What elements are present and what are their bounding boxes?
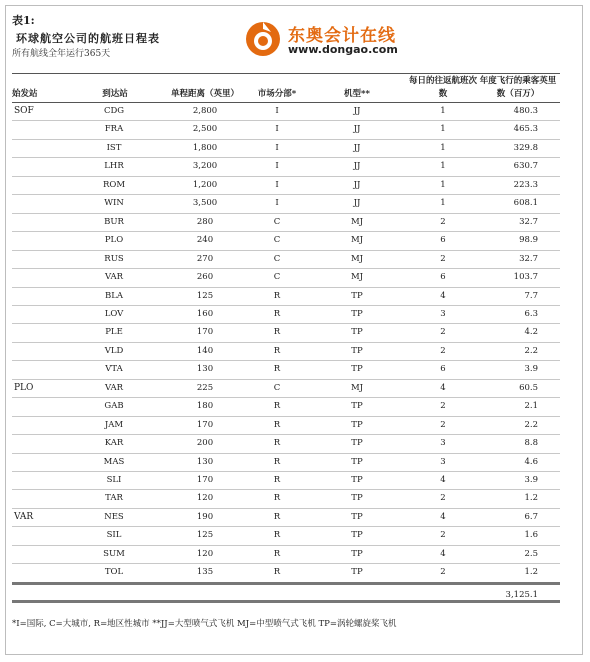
destination-cell: NES: [104, 511, 124, 522]
aircraft-cell: MJ: [350, 382, 364, 393]
market-cell: R: [273, 456, 281, 467]
distance-cell: 190: [196, 511, 214, 522]
passengers-cell: 3.9: [524, 364, 538, 375]
origin-cell: PLO: [14, 382, 34, 393]
market-cell: R: [273, 567, 281, 578]
aircraft-cell: JJ: [353, 142, 361, 153]
market-cell: I: [275, 179, 279, 190]
frequency-cell: 6: [440, 364, 446, 375]
distance-cell: 120: [196, 493, 214, 504]
aircraft-cell: TP: [351, 530, 363, 541]
frequency-cell: 1: [440, 179, 446, 190]
row-rule: [12, 194, 560, 195]
destination-cell: WIN: [104, 198, 124, 209]
distance-cell: 170: [196, 327, 214, 338]
operating-note: 所有航线全年运行365天: [12, 49, 111, 59]
destination-cell: MAS: [103, 456, 125, 467]
logo-name: 东奥会计在线: [288, 26, 396, 46]
distance-cell: 260: [196, 272, 214, 283]
footnote: *I=国际, C=大城市, R=地区性城市 **JJ=大型喷气式飞机 MJ=中型喷气式飞机 TP=涡轮螺旋桨飞机: [12, 619, 397, 629]
distance-cell: 130: [196, 456, 214, 467]
passengers-cell: 1.6: [524, 530, 538, 541]
market-cell: R: [273, 548, 281, 559]
frequency-cell: 2: [440, 327, 446, 338]
col-origin: 始发站: [12, 89, 38, 99]
destination-cell: IST: [106, 142, 122, 153]
aircraft-cell: TP: [351, 419, 363, 430]
distance-cell: 200: [196, 438, 214, 449]
row-rule: [12, 139, 560, 140]
destination-cell: RUS: [104, 253, 124, 264]
market-cell: I: [275, 161, 279, 172]
aircraft-cell: TP: [351, 493, 363, 504]
distance-cell: 2,800: [192, 106, 218, 116]
market-cell: R: [273, 364, 281, 375]
passengers-cell: 60.5: [519, 382, 538, 393]
passengers-cell: 103.7: [513, 272, 538, 283]
distance-cell: 225: [196, 382, 214, 393]
distance-cell: 1,800: [192, 142, 218, 153]
market-cell: R: [273, 401, 281, 412]
passengers-cell: 1.2: [524, 493, 538, 504]
destination-cell: GAB: [104, 401, 124, 412]
total-passengers: 3,125.1: [505, 590, 538, 600]
aircraft-cell: TP: [351, 308, 363, 319]
destination-cell: SLI: [106, 475, 122, 485]
col-distance: 单程距离（英里）: [170, 89, 239, 99]
col-aircraft: 机型**: [344, 89, 370, 99]
aircraft-cell: TP: [351, 364, 363, 375]
aircraft-cell: JJ: [353, 179, 361, 190]
market-cell: R: [273, 438, 281, 449]
row-rule: [12, 213, 560, 214]
aircraft-cell: TP: [351, 401, 363, 412]
destination-cell: BUR: [104, 216, 124, 227]
distance-cell: 1,200: [192, 179, 218, 190]
distance-cell: 270: [196, 253, 214, 264]
destination-cell: ROM: [102, 179, 126, 190]
frequency-cell: 2: [440, 419, 446, 430]
total-rule: [12, 582, 560, 585]
aircraft-cell: MJ: [350, 235, 364, 246]
destination-cell: TAR: [105, 493, 123, 504]
passengers-cell: 98.9: [519, 235, 538, 246]
frequency-cell: 1: [440, 198, 446, 209]
row-rule: [12, 545, 560, 546]
header-top-rule: [12, 73, 560, 74]
col-passengers: 年度飞行的乘客英里数（百万）: [479, 76, 557, 99]
row-rule: [12, 508, 560, 509]
destination-cell: LHR: [104, 161, 124, 172]
frequency-cell: 3: [440, 308, 446, 319]
market-cell: R: [273, 290, 281, 301]
row-rule: [12, 342, 560, 343]
row-rule: [12, 120, 560, 121]
frequency-cell: 3: [440, 456, 446, 467]
row-rule: [12, 434, 560, 435]
row-rule: [12, 360, 560, 361]
table-title: 环球航空公司的航班日程表: [16, 32, 160, 45]
distance-cell: 170: [196, 419, 214, 430]
destination-cell: SUM: [103, 548, 125, 559]
row-rule: [12, 176, 560, 177]
destination-cell: VAR: [104, 382, 124, 393]
origin-cell: VAR: [14, 511, 34, 522]
destination-cell: VLD: [104, 345, 124, 356]
market-cell: C: [273, 235, 281, 246]
passengers-cell: 480.3: [513, 106, 538, 116]
market-cell: R: [273, 308, 281, 319]
row-rule: [12, 526, 560, 527]
passengers-cell: 4.2: [524, 327, 538, 338]
origin-cell: SOF: [14, 106, 34, 116]
frequency-cell: 1: [440, 161, 446, 172]
passengers-cell: 630.7: [513, 161, 538, 172]
frequency-cell: 3: [440, 438, 446, 449]
passengers-cell: 223.3: [513, 179, 538, 190]
passengers-cell: 329.8: [513, 142, 538, 153]
dongao-logo-icon: [244, 20, 282, 58]
dongao-logo[interactable]: [244, 18, 414, 60]
passengers-cell: 608.1: [513, 198, 538, 209]
distance-cell: 130: [196, 364, 214, 375]
aircraft-cell: TP: [351, 548, 363, 559]
row-rule: [12, 250, 560, 251]
aircraft-cell: MJ: [350, 272, 364, 283]
market-cell: R: [273, 530, 281, 541]
market-cell: C: [273, 272, 281, 283]
distance-cell: 140: [196, 345, 214, 356]
market-cell: R: [273, 511, 281, 522]
distance-cell: 125: [196, 290, 214, 301]
row-rule: [12, 268, 560, 269]
aircraft-cell: TP: [351, 475, 363, 485]
passengers-cell: 2.2: [524, 345, 538, 356]
frequency-cell: 2: [440, 345, 446, 356]
table-label: 表1:: [12, 14, 35, 27]
frequency-cell: 1: [440, 124, 446, 135]
market-cell: R: [273, 493, 281, 504]
bottom-rule: [12, 600, 560, 603]
aircraft-cell: TP: [351, 327, 363, 338]
aircraft-cell: TP: [351, 567, 363, 578]
frequency-cell: 4: [440, 382, 446, 393]
header-bottom-rule: [12, 102, 560, 103]
distance-cell: 135: [196, 567, 214, 578]
frequency-cell: 6: [440, 235, 446, 246]
passengers-cell: 6.3: [524, 308, 538, 319]
distance-cell: 2,500: [192, 124, 218, 135]
frequency-cell: 2: [440, 567, 446, 578]
passengers-cell: 3.9: [524, 475, 538, 485]
passengers-cell: 2.1: [524, 401, 538, 412]
passengers-cell: 32.7: [519, 253, 538, 264]
market-cell: I: [275, 142, 279, 153]
aircraft-cell: JJ: [353, 161, 361, 172]
col-frequency: 每日的往返航班次数: [408, 76, 477, 99]
row-rule: [12, 379, 560, 380]
frequency-cell: 4: [440, 548, 446, 559]
aircraft-cell: TP: [351, 290, 363, 301]
market-cell: R: [273, 327, 281, 338]
col-destination: 到达站: [102, 89, 128, 99]
destination-cell: SIL: [106, 530, 122, 541]
destination-cell: TOL: [104, 567, 124, 578]
distance-cell: 120: [196, 548, 214, 559]
destination-cell: VTA: [105, 364, 123, 375]
distance-cell: 280: [196, 216, 214, 227]
aircraft-cell: JJ: [353, 124, 361, 135]
passengers-cell: 8.8: [524, 438, 538, 449]
distance-cell: 180: [196, 401, 214, 412]
row-rule: [12, 287, 560, 288]
row-rule: [12, 397, 560, 398]
row-rule: [12, 416, 560, 417]
frequency-cell: 2: [440, 401, 446, 412]
distance-cell: 160: [196, 308, 214, 319]
passengers-cell: 2.5: [524, 548, 538, 559]
frequency-cell: 1: [440, 142, 446, 153]
distance-cell: 3,200: [192, 161, 218, 172]
row-rule: [12, 305, 560, 306]
destination-cell: CDG: [103, 106, 125, 116]
market-cell: R: [273, 419, 281, 430]
aircraft-cell: MJ: [350, 216, 364, 227]
aircraft-cell: MJ: [350, 253, 364, 264]
passengers-cell: 2.2: [524, 419, 538, 430]
destination-cell: PLO: [104, 235, 124, 246]
market-cell: C: [273, 253, 281, 264]
distance-cell: 170: [196, 475, 214, 485]
aircraft-cell: JJ: [353, 106, 361, 116]
distance-cell: 3,500: [192, 198, 218, 209]
market-cell: C: [273, 382, 281, 393]
row-rule: [12, 489, 560, 490]
col-market: 市场分部*: [257, 89, 297, 99]
frequency-cell: 1: [440, 106, 446, 116]
destination-cell: PLE: [105, 327, 123, 338]
destination-cell: BLA: [104, 290, 124, 301]
row-rule: [12, 323, 560, 324]
destination-cell: FRA: [104, 124, 124, 135]
frequency-cell: 2: [440, 493, 446, 504]
passengers-cell: 1.2: [524, 567, 538, 578]
frequency-cell: 2: [440, 530, 446, 541]
frequency-cell: 6: [440, 272, 446, 283]
destination-cell: KAR: [104, 438, 124, 449]
market-cell: I: [275, 124, 279, 135]
logo-url: www.dongao.com: [288, 43, 398, 56]
market-cell: C: [273, 216, 281, 227]
frequency-cell: 2: [440, 216, 446, 227]
frequency-cell: 4: [440, 511, 446, 522]
aircraft-cell: TP: [351, 345, 363, 356]
passengers-cell: 4.6: [524, 456, 538, 467]
destination-cell: VAR: [104, 272, 124, 283]
destination-cell: JAM: [104, 419, 124, 430]
row-rule: [12, 231, 560, 232]
aircraft-cell: JJ: [353, 198, 361, 209]
market-cell: R: [273, 345, 281, 356]
distance-cell: 125: [196, 530, 214, 541]
aircraft-cell: TP: [351, 438, 363, 449]
frequency-cell: 4: [440, 475, 446, 485]
market-cell: I: [275, 198, 279, 209]
frequency-cell: 4: [440, 290, 446, 301]
aircraft-cell: TP: [351, 456, 363, 467]
passengers-cell: 465.3: [513, 124, 538, 135]
row-rule: [12, 471, 560, 472]
passengers-cell: 6.7: [524, 511, 538, 522]
row-rule: [12, 453, 560, 454]
market-cell: I: [275, 106, 279, 116]
passengers-cell: 32.7: [519, 216, 538, 227]
row-rule: [12, 563, 560, 564]
aircraft-cell: TP: [351, 511, 363, 522]
row-rule: [12, 157, 560, 158]
distance-cell: 240: [196, 235, 214, 246]
destination-cell: LOV: [104, 308, 124, 319]
frequency-cell: 2: [440, 253, 446, 264]
market-cell: R: [273, 475, 281, 485]
passengers-cell: 7.7: [524, 290, 538, 301]
